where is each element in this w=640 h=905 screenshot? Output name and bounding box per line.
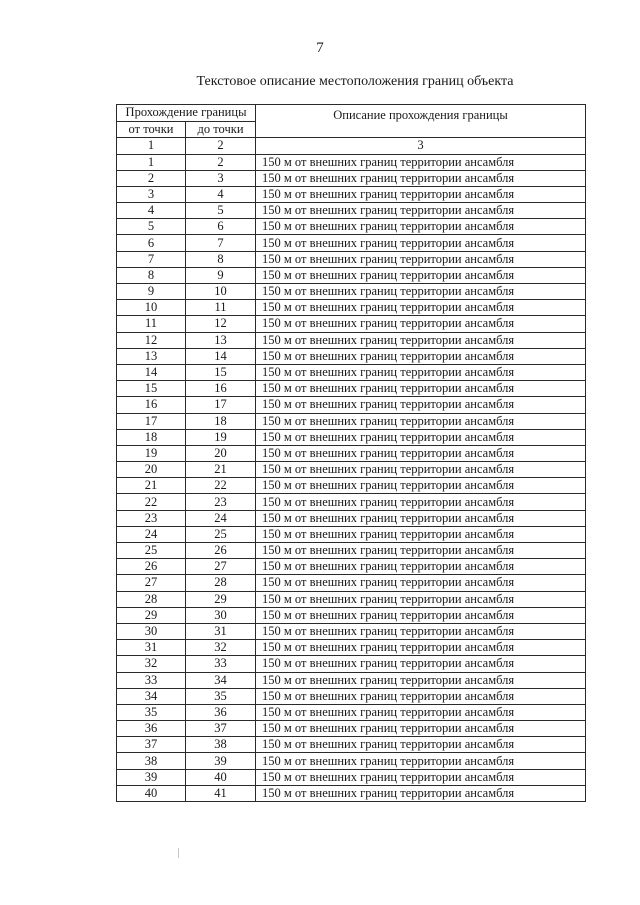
- index-cell-3: 3: [256, 138, 586, 155]
- to-point-cell: 6: [186, 219, 256, 235]
- to-point-cell: 28: [186, 575, 256, 591]
- to-point-cell: 7: [186, 235, 256, 251]
- to-point-cell: 9: [186, 267, 256, 283]
- description-cell: 150 м от внешних границ территории ансамбля: [256, 332, 586, 348]
- table-row: [117, 575, 586, 591]
- from-point-cell: 26: [117, 559, 186, 575]
- from-point-cell: 39: [117, 769, 186, 785]
- to-point-cell: 16: [186, 381, 256, 397]
- from-point-cell: 40: [117, 785, 186, 801]
- table-row: [117, 704, 586, 720]
- from-point-cell: 1: [117, 154, 186, 170]
- table-row: [117, 769, 586, 785]
- from-point-cell: 18: [117, 429, 186, 445]
- description-cell: 150 м от внешних границ территории ансамбля: [256, 672, 586, 688]
- from-point-cell: 17: [117, 413, 186, 429]
- description-cell: 150 м от внешних границ территории ансамбля: [256, 737, 586, 753]
- header-from-point: от точки: [117, 121, 186, 138]
- to-point-cell: 40: [186, 769, 256, 785]
- from-point-cell: 10: [117, 300, 186, 316]
- from-point-cell: 35: [117, 704, 186, 720]
- from-point-cell: 19: [117, 445, 186, 461]
- from-point-cell: 11: [117, 316, 186, 332]
- description-cell: 150 м от внешних границ территории ансамбля: [256, 769, 586, 785]
- description-cell: 150 м от внешних границ территории ансамбля: [256, 462, 586, 478]
- from-point-cell: 29: [117, 607, 186, 623]
- to-point-cell: 10: [186, 284, 256, 300]
- table-row: [117, 623, 586, 639]
- to-point-cell: 18: [186, 413, 256, 429]
- from-point-cell: 30: [117, 623, 186, 639]
- table-row: [117, 316, 586, 332]
- description-cell: 150 м от внешних границ территории ансамбля: [256, 688, 586, 704]
- from-point-cell: 2: [117, 170, 186, 186]
- description-cell: 150 м от внешних границ территории ансамбля: [256, 559, 586, 575]
- scan-mark: [178, 848, 179, 858]
- to-point-cell: 11: [186, 300, 256, 316]
- table-row: [117, 235, 586, 251]
- to-point-cell: 41: [186, 785, 256, 801]
- description-cell: 150 м от внешних границ территории ансамбля: [256, 316, 586, 332]
- table-row: [117, 364, 586, 380]
- description-cell: 150 м от внешних границ территории ансамбля: [256, 364, 586, 380]
- table-row: [117, 478, 586, 494]
- description-cell: 150 м от внешних границ территории ансамбля: [256, 607, 586, 623]
- table-row: [117, 429, 586, 445]
- description-cell: 150 м от внешних границ территории ансамбля: [256, 413, 586, 429]
- description-cell: 150 м от внешних границ территории ансамбля: [256, 284, 586, 300]
- header-boundary-passage: Прохождение границы: [117, 105, 256, 122]
- to-point-cell: 17: [186, 397, 256, 413]
- to-point-cell: 23: [186, 494, 256, 510]
- to-point-cell: 35: [186, 688, 256, 704]
- table-row: [117, 348, 586, 364]
- description-cell: 150 м от внешних границ территории ансамбля: [256, 623, 586, 639]
- description-cell: 150 м от внешних границ территории ансамбля: [256, 429, 586, 445]
- index-cell-2: 2: [186, 138, 256, 155]
- table-row: [117, 559, 586, 575]
- from-point-cell: 4: [117, 203, 186, 219]
- document-title: Текстовое описание местоположения границ объекта: [196, 74, 514, 89]
- description-cell: 150 м от внешних границ территории ансамбля: [256, 704, 586, 720]
- table-row: [117, 284, 586, 300]
- to-point-cell: 31: [186, 623, 256, 639]
- to-point-cell: 13: [186, 332, 256, 348]
- from-point-cell: 6: [117, 235, 186, 251]
- from-point-cell: 13: [117, 348, 186, 364]
- from-point-cell: 5: [117, 219, 186, 235]
- from-point-cell: 21: [117, 478, 186, 494]
- table-row: [117, 462, 586, 478]
- description-cell: 150 м от внешних границ территории ансамбля: [256, 348, 586, 364]
- to-point-cell: 24: [186, 510, 256, 526]
- to-point-cell: 20: [186, 445, 256, 461]
- table-header-row-group: [117, 105, 586, 122]
- description-cell: 150 м от внешних границ территории ансамбля: [256, 478, 586, 494]
- from-point-cell: 8: [117, 267, 186, 283]
- to-point-cell: 34: [186, 672, 256, 688]
- description-cell: 150 м от внешних границ территории ансамбля: [256, 543, 586, 559]
- to-point-cell: 39: [186, 753, 256, 769]
- to-point-cell: 19: [186, 429, 256, 445]
- description-cell: 150 м от внешних границ территории ансамбля: [256, 235, 586, 251]
- from-point-cell: 31: [117, 640, 186, 656]
- table-row: [117, 267, 586, 283]
- description-cell: 150 м от внешних границ территории ансамбля: [256, 721, 586, 737]
- to-point-cell: 4: [186, 186, 256, 202]
- description-cell: 150 м от внешних границ территории ансамбля: [256, 397, 586, 413]
- to-point-cell: 15: [186, 364, 256, 380]
- from-point-cell: 3: [117, 186, 186, 202]
- index-cell-1: 1: [117, 138, 186, 155]
- to-point-cell: 29: [186, 591, 256, 607]
- from-point-cell: 12: [117, 332, 186, 348]
- table-row: [117, 397, 586, 413]
- table-row: [117, 672, 586, 688]
- from-point-cell: 33: [117, 672, 186, 688]
- to-point-cell: 21: [186, 462, 256, 478]
- to-point-cell: 30: [186, 607, 256, 623]
- description-cell: 150 м от внешних границ территории ансамбля: [256, 251, 586, 267]
- table-row: [117, 785, 586, 801]
- table-row: [117, 737, 586, 753]
- description-cell: 150 м от внешних границ территории ансамбля: [256, 219, 586, 235]
- table-row: [117, 721, 586, 737]
- from-point-cell: 28: [117, 591, 186, 607]
- description-cell: 150 м от внешних границ территории ансамбля: [256, 510, 586, 526]
- description-cell: 150 м от внешних границ территории ансамбля: [256, 186, 586, 202]
- table-row: [117, 753, 586, 769]
- from-point-cell: 7: [117, 251, 186, 267]
- from-point-cell: 15: [117, 381, 186, 397]
- from-point-cell: 16: [117, 397, 186, 413]
- table-row: [117, 688, 586, 704]
- from-point-cell: 27: [117, 575, 186, 591]
- from-point-cell: 14: [117, 364, 186, 380]
- to-point-cell: 2: [186, 154, 256, 170]
- header-to-point: до точки: [186, 121, 256, 138]
- table-row: [117, 186, 586, 202]
- description-cell: 150 м от внешних границ территории ансамбля: [256, 300, 586, 316]
- table-row: [117, 154, 586, 170]
- description-cell: 150 м от внешних границ территории ансамбля: [256, 656, 586, 672]
- table-row: [117, 640, 586, 656]
- to-point-cell: 26: [186, 543, 256, 559]
- boundary-table: [116, 104, 586, 802]
- to-point-cell: 8: [186, 251, 256, 267]
- table-row: [117, 543, 586, 559]
- to-point-cell: 33: [186, 656, 256, 672]
- table-row: [117, 607, 586, 623]
- table-row: [117, 300, 586, 316]
- description-cell: 150 м от внешних границ территории ансамбля: [256, 170, 586, 186]
- description-cell: 150 м от внешних границ территории ансамбля: [256, 445, 586, 461]
- from-point-cell: 32: [117, 656, 186, 672]
- to-point-cell: 32: [186, 640, 256, 656]
- to-point-cell: 12: [186, 316, 256, 332]
- to-point-cell: 37: [186, 721, 256, 737]
- from-point-cell: 34: [117, 688, 186, 704]
- table-row: [117, 445, 586, 461]
- from-point-cell: 37: [117, 737, 186, 753]
- table-row: [117, 526, 586, 542]
- from-point-cell: 9: [117, 284, 186, 300]
- description-cell: 150 м от внешних границ территории ансамбля: [256, 381, 586, 397]
- description-cell: 150 м от внешних границ территории ансамбля: [256, 785, 586, 801]
- to-point-cell: 3: [186, 170, 256, 186]
- table-row: [117, 381, 586, 397]
- from-point-cell: 24: [117, 526, 186, 542]
- table-body: [117, 154, 586, 802]
- table-row: [117, 332, 586, 348]
- to-point-cell: 5: [186, 203, 256, 219]
- description-cell: 150 м от внешних границ территории ансамбля: [256, 154, 586, 170]
- to-point-cell: 36: [186, 704, 256, 720]
- from-point-cell: 20: [117, 462, 186, 478]
- table-row: [117, 510, 586, 526]
- description-cell: 150 м от внешних границ территории ансамбля: [256, 753, 586, 769]
- description-cell: 150 м от внешних границ территории ансамбля: [256, 267, 586, 283]
- to-point-cell: 25: [186, 526, 256, 542]
- description-cell: 150 м от внешних границ территории ансамбля: [256, 526, 586, 542]
- table-row: [117, 413, 586, 429]
- to-point-cell: 22: [186, 478, 256, 494]
- from-point-cell: 23: [117, 510, 186, 526]
- page-number: 7: [316, 40, 324, 56]
- description-cell: 150 м от внешних границ территории ансамбля: [256, 575, 586, 591]
- table-row: [117, 219, 586, 235]
- to-point-cell: 14: [186, 348, 256, 364]
- table-row: [117, 494, 586, 510]
- from-point-cell: 25: [117, 543, 186, 559]
- table-row: [117, 656, 586, 672]
- description-cell: 150 м от внешних границ территории ансамбля: [256, 640, 586, 656]
- from-point-cell: 22: [117, 494, 186, 510]
- table-row: [117, 170, 586, 186]
- to-point-cell: 38: [186, 737, 256, 753]
- table-row: [117, 591, 586, 607]
- description-cell: 150 м от внешних границ территории ансамбля: [256, 203, 586, 219]
- to-point-cell: 27: [186, 559, 256, 575]
- from-point-cell: 36: [117, 721, 186, 737]
- table-index-row: [117, 138, 586, 155]
- table-row: [117, 251, 586, 267]
- header-boundary-description: Описание прохождения границы: [256, 105, 586, 138]
- description-cell: 150 м от внешних границ территории ансамбля: [256, 591, 586, 607]
- from-point-cell: 38: [117, 753, 186, 769]
- description-cell: 150 м от внешних границ территории ансамбля: [256, 494, 586, 510]
- table-row: [117, 203, 586, 219]
